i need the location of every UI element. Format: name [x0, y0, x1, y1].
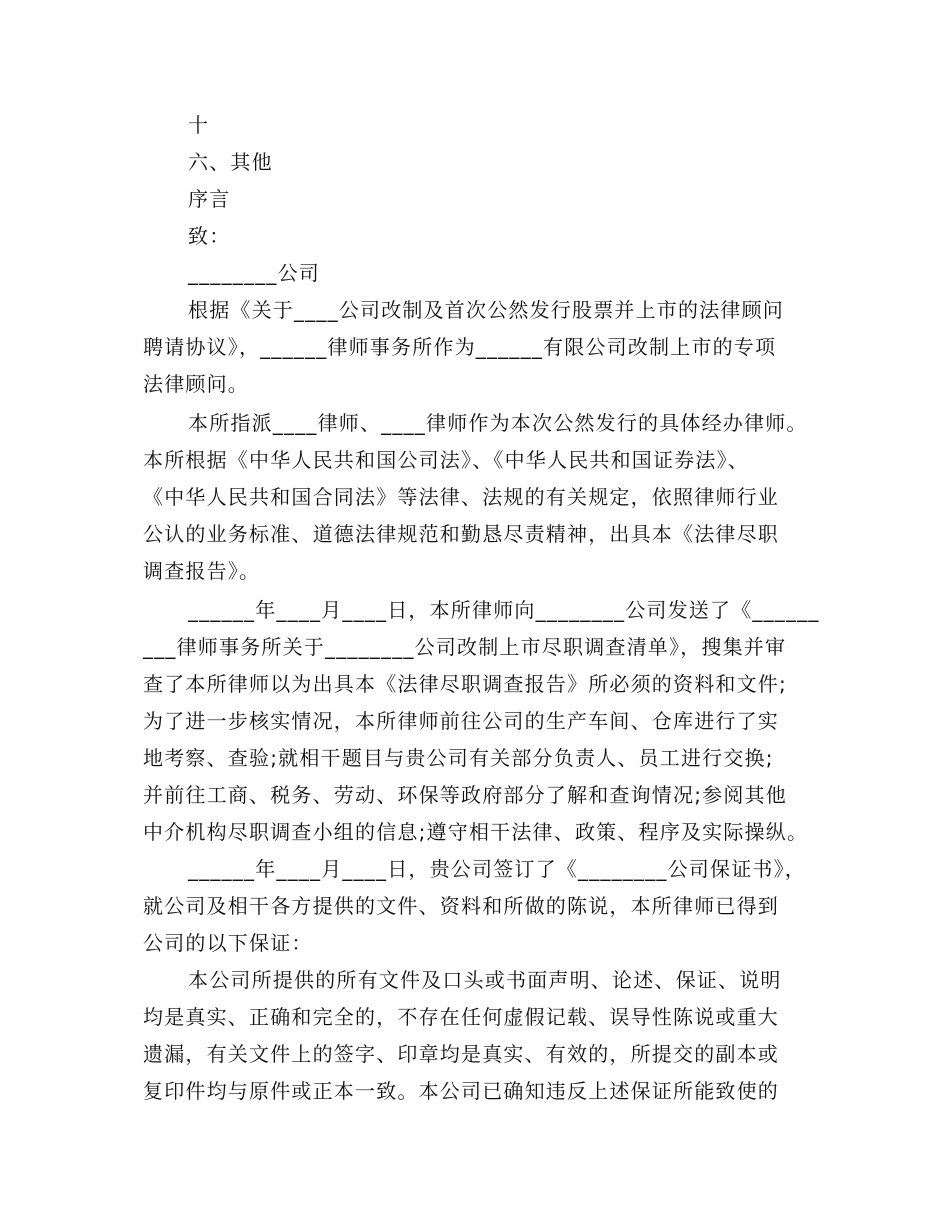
- paragraph-line: 公认的业务标准、道德法律规范和勤恳尽责精神，出具本《法律尽职: [143, 522, 779, 546]
- paragraph-line: 遗漏，有关文件上的签字、印章均是真实、有效的，所提交的副本或: [143, 1042, 779, 1066]
- paragraph-line: 法律顾问。: [143, 372, 249, 396]
- paragraph-line: ______年____月____日，贵公司签订了《________公司保证书》，: [188, 857, 806, 881]
- paragraph-line: 本公司所提供的所有文件及口头或书面声明、论述、保证、说明: [188, 968, 782, 992]
- paragraph-line: 就公司及相干各方提供的文件、资料和所做的陈说，本所律师已得到: [143, 894, 779, 918]
- salutation: 致：: [188, 224, 231, 248]
- paragraph-line: ______年____月____日，本所律师向________公司发送了《______: [188, 598, 820, 622]
- paragraph-line: 本所指派____律师、____律师作为本次公然发行的具体经办律师。: [188, 411, 808, 435]
- paragraph-line: 地考察、查验;就相干题目与贵公司有关部分负责人、员工进行交换;: [143, 746, 774, 770]
- paragraph-line: 并前往工商、税务、劳动、环保等政府部分了解和查询情况;参阅其他: [143, 783, 787, 807]
- paragraph-line: 调查报告》。: [143, 559, 261, 583]
- paragraph-line: 公司的以下保证：: [143, 931, 313, 955]
- paragraph-line: 均是真实、正确和完全的，不存在任何虚假记载、误导性陈说或重大: [143, 1005, 779, 1029]
- preface-heading: 序言: [188, 187, 231, 211]
- section-heading: 六、其他: [188, 150, 273, 174]
- paragraph-line: 根据《关于____公司改制及首次公然发行股票并上市的法律顾问: [188, 298, 784, 322]
- paragraph-line: 《中华人民共和国合同法》等法律、法规的有关规定，依照律师行业: [143, 485, 779, 509]
- addressee-company: ________公司: [188, 261, 320, 285]
- paragraph-line: 中介机构尽职调查小组的信息;遵守相干法律、政策、程序及实际操纵。: [143, 820, 809, 844]
- paragraph-line: 聘请协议》，______律师事务所作为______有限公司改制上市的专项: [143, 335, 777, 359]
- paragraph-line: 查了本所律师以为出具本《法律尽职调查报告》所必须的资料和文件;: [143, 672, 787, 696]
- paragraph-line: ___律师事务所关于________公司改制上市尽职调查清单》，搜集并审: [143, 635, 787, 659]
- paragraph-line: 为了进一步核实情况，本所律师前往公司的生产车间、仓库进行了实: [143, 709, 779, 733]
- paragraph-line: 本所根据《中华人民共和国公司法》、《中华人民共和国证券法》、: [143, 448, 749, 472]
- section-number-line: 十: [188, 113, 210, 137]
- paragraph-line: 复印件均与原件或正本一致。本公司已确知违反上述保证所能致使的: [143, 1079, 779, 1103]
